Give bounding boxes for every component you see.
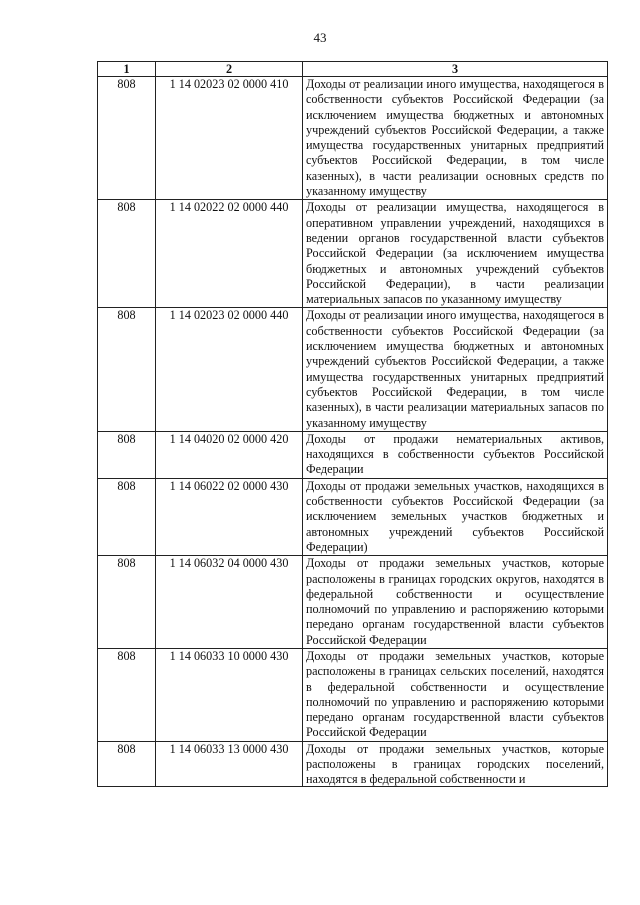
table-row [98, 741, 608, 786]
table-row [98, 478, 608, 555]
revenue-codes-table [97, 61, 608, 787]
admin-code-cell: 808 [98, 200, 156, 308]
admin-code-cell: 808 [98, 556, 156, 649]
budget-code-cell: 1 14 02022 02 0000 440 [156, 200, 303, 308]
table-row [98, 77, 608, 200]
revenue-description-cell: Доходы от продажи земельных участков, которые расположены в границах сельских поселений, находятся в федеральной собственности и осуществление полномочий по управлению и распоряжению которыми передано органам государственной власти субъектов Российской Федерации [303, 648, 608, 741]
header-col-1: 1 [98, 62, 156, 77]
revenue-description-cell: Доходы от продажи нематериальных активов, находящихся в собственности субъектов Российской Федерации [303, 431, 608, 478]
revenue-description-cell: Доходы от продажи земельных участков, которые расположены в границах городских округов, находятся в федеральной собственности и осуществление полномочий по управлению и распоряжению которыми передано органам государственной власти субъектов Российской Федерации [303, 556, 608, 649]
table-row [98, 648, 608, 741]
budget-code-cell: 1 14 06032 04 0000 430 [156, 556, 303, 649]
budget-code-cell: 1 14 02023 02 0000 410 [156, 77, 303, 200]
admin-code-cell: 808 [98, 308, 156, 431]
table-row [98, 556, 608, 649]
revenue-description-cell: Доходы от реализации иного имущества, находящегося в собственности субъектов Российской Федерации (за исключением имущества бюджетных и автономных учреждений субъектов Российской Федерации, а также имущества государственных унитарных предприятий субъектов Российской Федерации, в том числе казенных), в части реализации материальных запасов по указанному имуществу [303, 308, 608, 431]
admin-code-cell: 808 [98, 648, 156, 741]
header-col-2: 2 [156, 62, 303, 77]
budget-code-cell: 1 14 02023 02 0000 440 [156, 308, 303, 431]
table-row [98, 308, 608, 431]
budget-code-cell: 1 14 06022 02 0000 430 [156, 478, 303, 555]
revenue-description-cell: Доходы от реализации иного имущества, находящегося в собственности субъектов Российской Федерации (за исключением имущества бюджетных и автономных учреждений субъектов Российской Федерации, а также имущества государственных унитарных предприятий субъектов Российской Федерации, в том числе казенных), в части реализации основных средств по указанному имуществу [303, 77, 608, 200]
budget-code-cell: 1 14 04020 02 0000 420 [156, 431, 303, 478]
page-number: 43 [313, 30, 327, 45]
revenue-description-cell: Доходы от продажи земельных участков, находящихся в собственности субъектов Российской Федерации (за исключением земельных участков бюджетных и автономных учреждений субъектов Российской Федерации) [303, 478, 608, 555]
admin-code-cell: 808 [98, 77, 156, 200]
budget-code-cell: 1 14 06033 10 0000 430 [156, 648, 303, 741]
budget-code-cell: 1 14 06033 13 0000 430 [156, 741, 303, 786]
table-row [98, 431, 608, 478]
admin-code-cell: 808 [98, 431, 156, 478]
admin-code-cell: 808 [98, 478, 156, 555]
revenue-description-cell: Доходы от реализации имущества, находящегося в оперативном управлении учреждений, находящихся в ведении органов государственной власти субъектов Российской Федерации (за исключением имущества бюджетных и автономных учреждений субъектов Российской Федерации), в части реализации материальных запасов по указанному имуществу [303, 200, 608, 308]
revenue-description-cell [303, 741, 608, 786]
admin-code-cell: 808 [98, 741, 156, 786]
table-header-row [98, 62, 608, 77]
table-row [98, 200, 608, 308]
header-col-3: 3 [303, 62, 608, 77]
revenue-description-text: Доходы от продажи земельных участков, которые расположены в границах городских поселений, находятся в федеральной собственности и [306, 741, 604, 786]
